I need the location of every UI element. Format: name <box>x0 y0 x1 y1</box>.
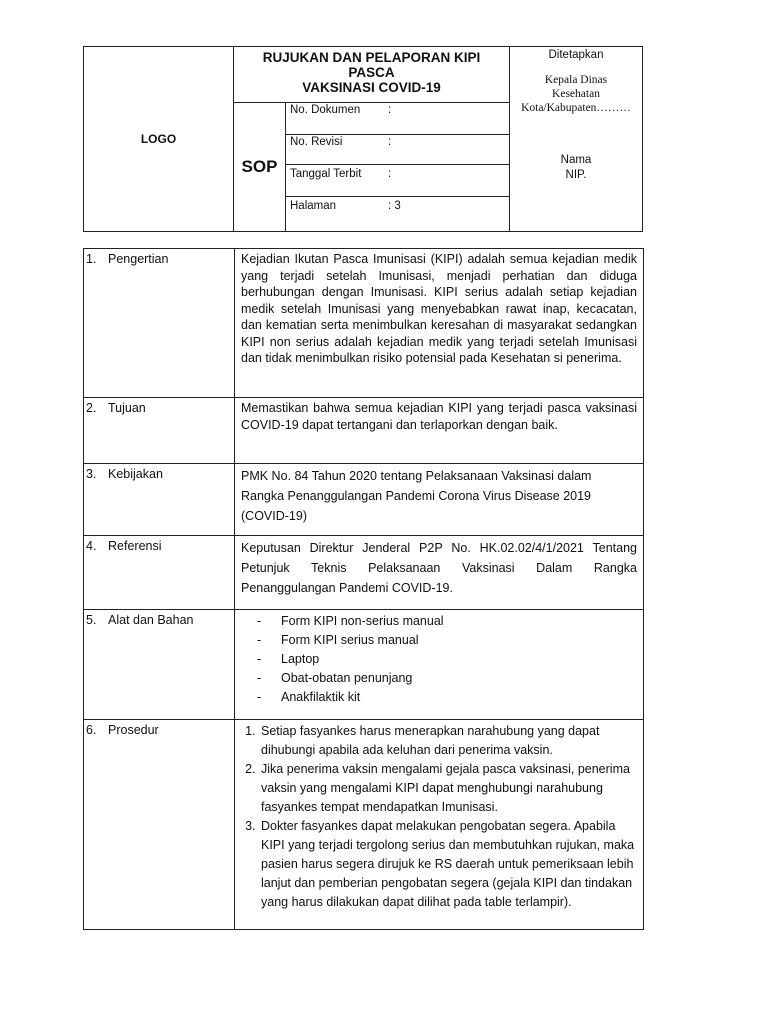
section-text: Memastikan bahwa semua kejadian KIPI yang terjadi pasca vaksinasi COVID-19 dapat tertangani dan terlaporkan dengan baik. <box>235 398 644 464</box>
section-label-cell <box>84 398 235 464</box>
prosedur-list <box>239 722 635 912</box>
section-text: PMK No. 84 Tahun 2020 tentang Pelaksanaan Vaksinasi dalam Rangka Penanggulangan Pandemi Corona Virus Disease 2019 (COVID-19) <box>235 464 644 536</box>
list-item: - Laptop <box>257 650 637 669</box>
meta-label: No. Dokumen <box>290 104 361 116</box>
row-pengertian <box>84 249 644 398</box>
nip-label: NIP. <box>565 169 587 181</box>
list-item: 1. Setiap fasyankes harus menerapkan narahubung yang dapat dihubungi apabila ada keluhan dari penerima vaksin. <box>259 722 635 760</box>
list-item: - Form KIPI serius manual <box>257 631 637 650</box>
section-label: Prosedur <box>108 723 159 737</box>
meta-row-halaman <box>286 197 509 226</box>
meta-label: No. Revisi <box>290 136 343 148</box>
signatory-block <box>510 153 642 183</box>
nama-label: Nama <box>560 154 592 166</box>
meta-value: : <box>388 136 392 148</box>
section-label: Kebijakan <box>108 467 163 481</box>
section-number: 2. <box>86 401 97 415</box>
meta-row-tanggal-terbit <box>286 165 509 197</box>
sop-content-table <box>83 248 644 930</box>
list-item: - Obat-obatan penunjang <box>257 669 637 688</box>
section-number: 5. <box>86 613 97 627</box>
sop-header-table <box>83 46 643 232</box>
approval-cell <box>510 47 643 232</box>
list-item: 2. Jika penerima vaksin mengalami gejala pasca vaksinasi, penerima vaksin yang mengalami KIPI dapat menghubungi narahubung fasyankes tempat mendapatkan Imunisasi. <box>259 760 635 817</box>
meta-row-no-dokumen <box>286 103 509 135</box>
title-line-2: PASCA <box>348 65 395 80</box>
meta-label: Halaman <box>290 200 337 212</box>
section-label: Tujuan <box>108 401 146 415</box>
document-title <box>234 47 510 103</box>
row-tujuan <box>84 398 644 464</box>
section-label: Pengertian <box>108 252 169 266</box>
logo-cell <box>84 47 234 232</box>
meta-cell <box>286 103 510 232</box>
meta-value: : <box>388 104 392 116</box>
kepala-line-1: Kepala Dinas <box>544 74 608 86</box>
row-prosedur <box>84 720 644 930</box>
section-number: 4. <box>86 539 97 553</box>
list-item: - Anakfilaktik kit <box>257 688 637 707</box>
section-label-cell <box>84 249 235 398</box>
section-label-cell <box>84 536 235 610</box>
logo-text: LOGO <box>140 132 177 146</box>
row-alat-dan-bahan <box>84 610 644 720</box>
kepala-line-3: Kota/Kabupaten……… <box>521 102 631 114</box>
section-number: 3. <box>86 467 97 481</box>
section-label-cell <box>84 464 235 536</box>
list-item: 3. Dokter fasyankes dapat melakukan pengobatan segera. Apabila KIPI yang terjadi tergolong serius dan membutuhkan rujukan, maka pasien harus segera dirujuk ke RS daerah untuk pemeriksaan lebih lanjut dan pemberian pengobatan segera (gejala KIPI dan tindakan yang harus dilakukan dapat dilihat pada table terlampir). <box>259 817 635 912</box>
section-label: Alat dan Bahan <box>108 613 194 627</box>
list-item: - Form KIPI non-serius manual <box>257 612 637 631</box>
kepala-line-2: Kesehatan <box>552 88 600 100</box>
meta-row-no-revisi <box>286 135 509 165</box>
section-label: Referensi <box>108 539 162 553</box>
row-kebijakan <box>84 464 644 536</box>
ditetapkan-label: Ditetapkan <box>548 49 604 61</box>
meta-value: : 3 <box>388 200 401 212</box>
meta-label: Tanggal Terbit <box>290 168 362 180</box>
section-label-cell <box>84 610 235 720</box>
sop-cell <box>234 103 286 232</box>
alat-list-cell <box>235 610 644 720</box>
section-number: 6. <box>86 723 97 737</box>
title-line-3: VAKSINASI COVID-19 <box>302 80 441 95</box>
section-text: Keputusan Direktur Jenderal P2P No. HK.02.02/4/1/2021 Tentang Petunjuk Teknis Pelaksanaan Vaksinasi Dalam Rangka Penanggulangan Pandemi COVID-19. <box>235 536 644 610</box>
kepala-dinas-block <box>510 73 642 115</box>
row-referensi <box>84 536 644 610</box>
section-text: Kejadian Ikutan Pasca Imunisasi (KIPI) adalah semua kejadian medik yang terjadi setelah Imunisasi, menjadi perhatian dan diduga berhubungan dengan Imunisasi. KIPI serius adalah setiap kejadian medik setelah Imunisasi yang menyebabkan rawat inap, kecacatan, dan kematian serta menimbulkan keresahan di masyarakat sedangkan KIPI non serius adalah kejadian medik yang terjadi setelah Imunisasi dan tidak menimbulkan risiko potensial pada Kesehatan si penerima. <box>235 249 644 398</box>
title-line-1: RUJUKAN DAN PELAPORAN KIPI <box>262 50 481 65</box>
alat-list <box>235 612 637 707</box>
section-label-cell <box>84 720 235 930</box>
sop-label: SOP <box>241 157 278 176</box>
section-number: 1. <box>86 252 97 266</box>
meta-value: : <box>388 168 392 180</box>
prosedur-cell <box>235 720 644 930</box>
